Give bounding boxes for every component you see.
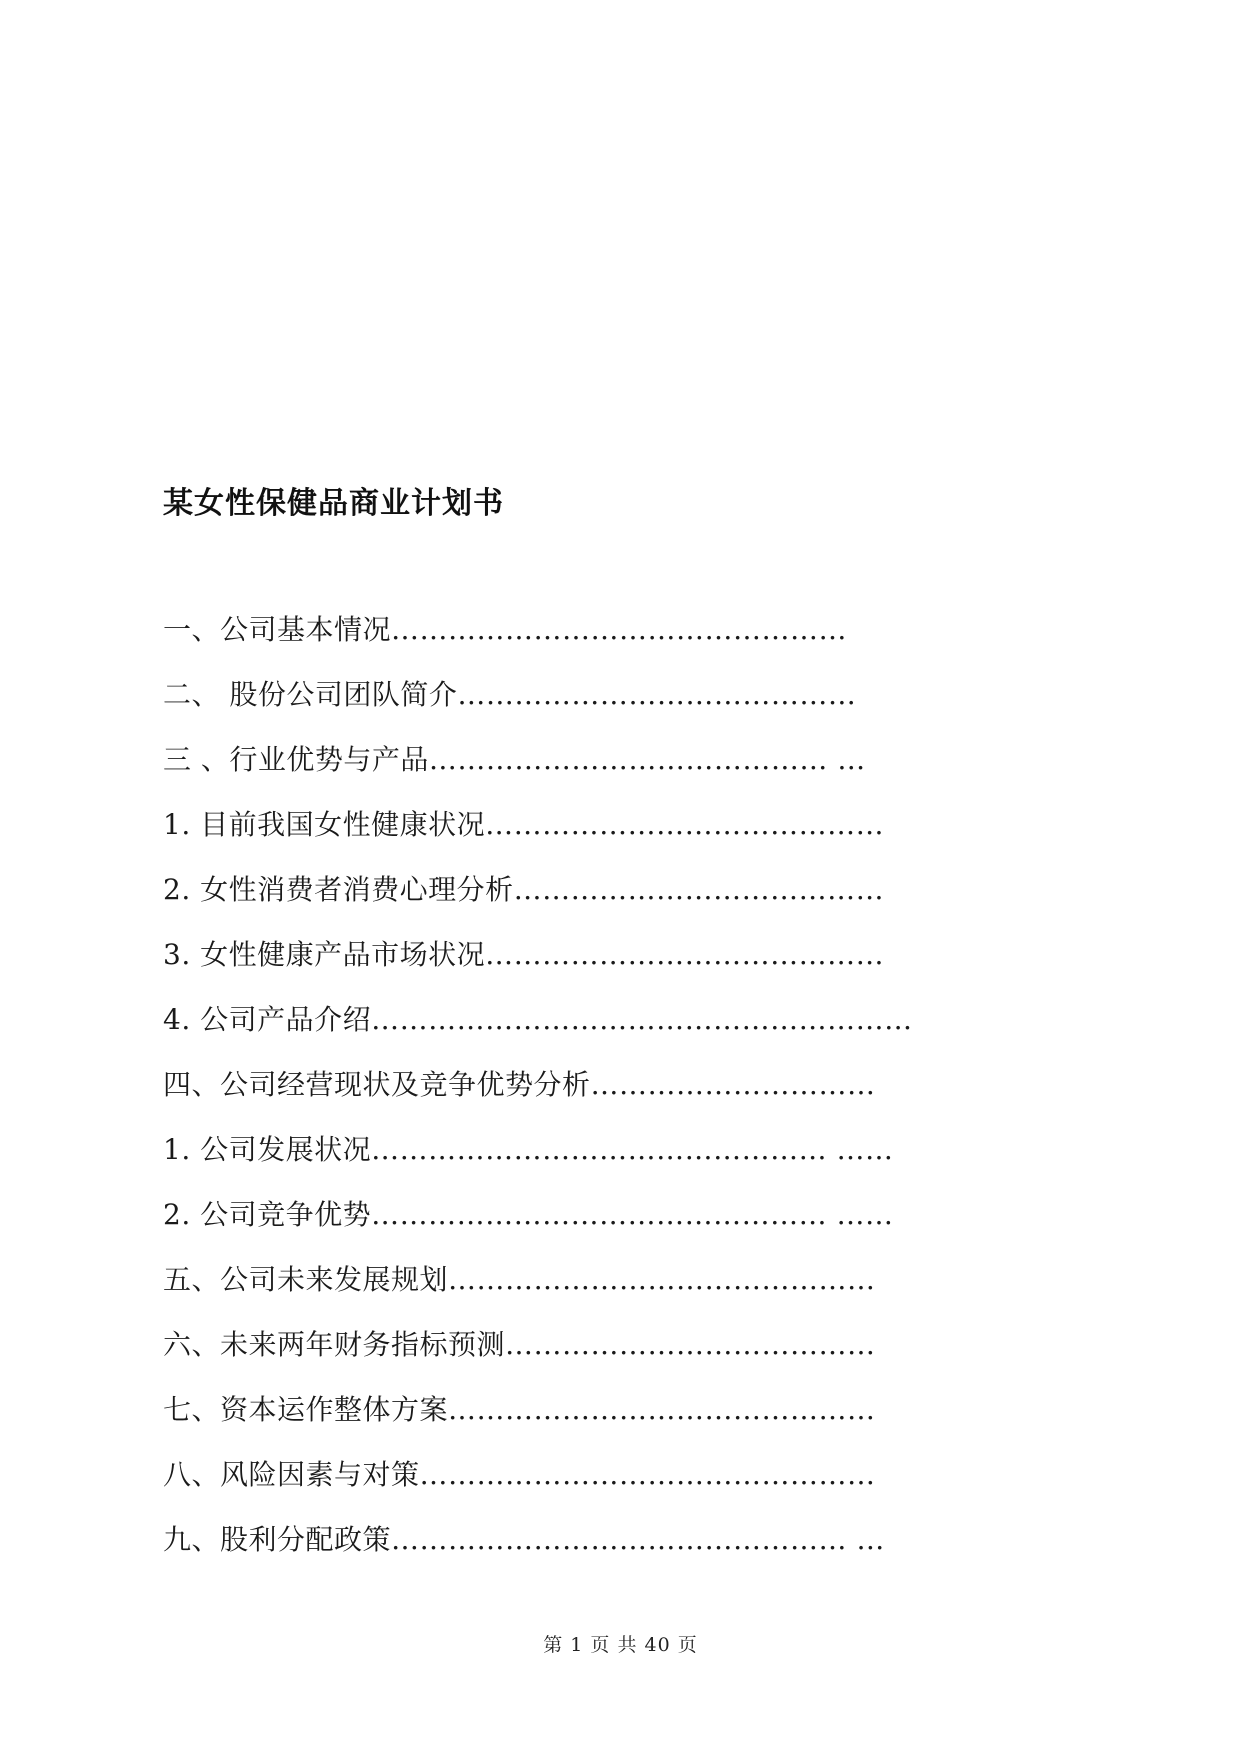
toc-item: 一、公司基本情况………………………………………… [163,613,848,646]
toc-item: 2. 公司竞争优势………………………………………… …… [163,1198,894,1231]
toc-item: 二、 股份公司团队简介…………………………………… [163,678,857,711]
toc-item: 三 、行业优势与产品…………………………………… … [163,743,866,776]
toc-item: 八、风险因素与对策………………………………………… [163,1458,876,1491]
toc-item: 3. 女性健康产品市场状况…………………………………… [163,938,885,971]
toc-item: 2. 女性消费者消费心理分析………………………………… [163,873,885,906]
toc-item: 六、未来两年财务指标预测………………………………… [163,1328,876,1361]
toc-item: 4. 公司产品介绍………………………………………………… [163,1003,913,1036]
toc-item: 九、股利分配政策………………………………………… … [163,1523,885,1556]
toc-item: 五、公司未来发展规划……………………………………… [163,1263,876,1296]
toc-item: 1. 目前我国女性健康状况…………………………………… [163,808,885,841]
toc-item: 四、公司经营现状及竞争优势分析………………………… [163,1068,876,1101]
toc-item: 1. 公司发展状况………………………………………… …… [163,1133,894,1166]
document-title: 某女性保健品商业计划书 [163,486,504,521]
page-footer: 第 1 页 共 40 页 [543,1634,698,1656]
toc-item: 七、资本运作整体方案……………………………………… [163,1393,876,1426]
table-of-contents [163,612,913,1587]
